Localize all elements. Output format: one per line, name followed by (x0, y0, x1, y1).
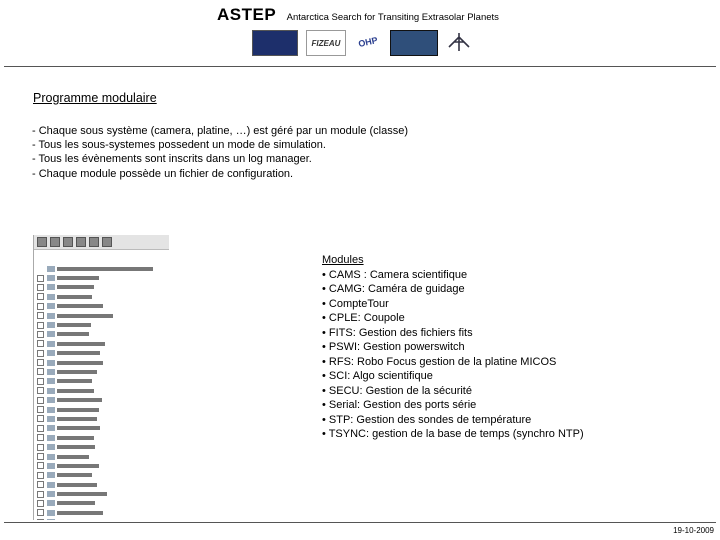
tree-row-label (57, 361, 103, 365)
folder-icon (47, 303, 55, 309)
folder-icon (47, 275, 55, 281)
folder-icon (47, 454, 55, 460)
folder-icon (47, 294, 55, 300)
tree-row[interactable] (37, 424, 169, 433)
tree-row[interactable] (37, 405, 169, 414)
module-item: • Serial: Gestion des ports série (322, 399, 477, 411)
tree-row-label (57, 473, 92, 477)
screenshot-toolbar (34, 235, 169, 250)
plane-logo-icon (446, 31, 472, 53)
folder-icon (47, 510, 55, 516)
bottom-divider (4, 522, 716, 523)
tree-row-label (57, 445, 95, 449)
module-item: • FITS: Gestion des fichiers fits (322, 326, 473, 339)
tree-row-label (57, 398, 102, 402)
toolbar-button-icon (50, 237, 60, 247)
tree-row[interactable] (37, 330, 169, 339)
folder-icon (47, 313, 55, 319)
folder-icon (47, 472, 55, 478)
expand-toggle-icon[interactable] (37, 500, 44, 507)
tree-row-label (57, 511, 103, 515)
folder-icon (47, 369, 55, 375)
module-item: • SCI: Algo scientifique (322, 370, 433, 382)
tree-row[interactable] (37, 499, 169, 508)
partner-logo-1 (252, 30, 298, 56)
folder-icon (47, 519, 55, 520)
module-item: • SECU: Gestion de la sécurité (322, 384, 472, 397)
project-tree-screenshot (33, 235, 169, 520)
folder-icon (47, 350, 55, 356)
tree-row-label (57, 351, 100, 355)
page-title (217, 5, 499, 25)
tree-row[interactable] (37, 377, 169, 386)
expand-toggle-icon[interactable] (37, 491, 44, 498)
expand-toggle-icon[interactable] (37, 359, 44, 366)
tree-row[interactable] (37, 442, 169, 451)
expand-toggle-icon[interactable] (37, 509, 44, 516)
tree-row-label (57, 285, 94, 289)
ohp-logo: OHP (352, 27, 384, 56)
tree-row[interactable] (37, 386, 169, 395)
tree-row[interactable] (37, 283, 169, 292)
tree-row[interactable] (37, 273, 169, 282)
brand-subtitle: Antarctica Search for Transiting Extrasolar Planets (286, 12, 499, 23)
expand-toggle-icon[interactable] (37, 406, 44, 413)
tree-row-label (57, 501, 95, 505)
expand-toggle-icon[interactable] (37, 434, 44, 441)
expand-toggle-icon[interactable] (37, 378, 44, 385)
folder-icon (47, 322, 55, 328)
expand-toggle-icon[interactable] (37, 284, 44, 291)
folder-icon (47, 463, 55, 469)
tree-row[interactable] (37, 292, 169, 301)
tree-row[interactable] (37, 452, 169, 461)
tree-row[interactable] (37, 414, 169, 423)
tree-row[interactable] (37, 395, 169, 404)
expand-toggle-icon[interactable] (37, 415, 44, 422)
partner-logo-5 (444, 30, 474, 54)
tree-row[interactable] (37, 508, 169, 517)
folder-icon (47, 266, 55, 272)
folder-icon (47, 435, 55, 441)
top-divider (4, 66, 716, 67)
tree-row-label (57, 492, 107, 496)
intro-bullet-list (32, 124, 408, 181)
tree-row[interactable] (37, 367, 169, 376)
folder-icon (47, 444, 55, 450)
tree-row-label (57, 323, 91, 327)
tree-row-label (57, 342, 105, 346)
file-tree (34, 250, 169, 520)
tree-row[interactable] (37, 518, 169, 520)
tree-row-label (57, 389, 94, 393)
expand-toggle-icon[interactable] (37, 462, 44, 469)
folder-icon (47, 388, 55, 394)
section-heading: Programme modulaire (33, 91, 157, 105)
tree-row-label (57, 295, 92, 299)
folder-icon (47, 500, 55, 506)
tree-row-label (57, 379, 92, 383)
tree-row-label (57, 332, 89, 336)
tree-row[interactable] (37, 320, 169, 329)
tree-row-label (57, 267, 153, 271)
fizeau-logo: FIZEAU (306, 30, 346, 56)
tree-row-label (57, 436, 94, 440)
expand-toggle-icon[interactable] (37, 312, 44, 319)
tree-row-label (57, 276, 99, 280)
tree-row-label (57, 426, 100, 430)
tree-row[interactable] (37, 339, 169, 348)
expand-toggle-icon[interactable] (37, 472, 44, 479)
tree-row-label (57, 483, 97, 487)
folder-icon (47, 397, 55, 403)
expand-toggle-icon[interactable] (37, 387, 44, 394)
tree-row[interactable] (37, 302, 169, 311)
tree-row-label (57, 455, 89, 459)
tree-row-label (57, 304, 103, 308)
toolbar-button-icon (102, 237, 112, 247)
module-item: • CAMS : Camera scientifique (322, 268, 468, 281)
expand-toggle-icon[interactable] (37, 293, 44, 300)
module-item: • PSWI: Gestion powerswitch (322, 341, 465, 353)
tree-row[interactable] (37, 311, 169, 320)
expand-toggle-icon[interactable] (37, 275, 44, 282)
tree-row[interactable] (37, 489, 169, 498)
bullet-item: - Tous les sous-systemes possedent un mode de simulation. (32, 139, 326, 152)
expand-toggle-icon[interactable] (37, 444, 44, 451)
expand-toggle-icon[interactable] (37, 303, 44, 310)
tree-row[interactable] (37, 433, 169, 442)
expand-toggle-icon[interactable] (37, 397, 44, 404)
expand-toggle-icon[interactable] (37, 340, 44, 347)
expand-toggle-icon[interactable] (37, 481, 44, 488)
module-item: • CAMG: Caméra de guidage (322, 283, 465, 295)
modules-heading: Modules (322, 254, 364, 266)
expand-toggle-icon[interactable] (37, 322, 44, 329)
bullet-item: - Tous les évènements sont inscrits dans un log manager. (32, 153, 312, 166)
folder-icon (47, 416, 55, 422)
modules-list (322, 253, 584, 442)
toolbar-button-icon (89, 237, 99, 247)
toolbar-button-icon (76, 237, 86, 247)
folder-icon (47, 378, 55, 384)
bullet-item: - Chaque sous système (camera, platine, …) est géré par un module (classe) (32, 125, 408, 137)
brand-title: ASTEP (217, 5, 277, 24)
expand-toggle-icon[interactable] (37, 331, 44, 338)
module-item: • CPLE: Coupole (322, 312, 405, 324)
tree-row-label (57, 370, 97, 374)
expand-toggle-icon[interactable] (37, 453, 44, 460)
tree-row[interactable] (37, 471, 169, 480)
tree-row[interactable] (37, 358, 169, 367)
footer-date: 19-10-2009 (673, 526, 714, 535)
module-item: • STP: Gestion des sondes de température (322, 413, 532, 426)
module-item: • CompteTour (322, 297, 389, 310)
module-item: • TSYNC: gestion de la base de temps (synchro NTP) (322, 428, 584, 440)
tree-row[interactable] (37, 349, 169, 358)
expand-toggle-icon[interactable] (37, 425, 44, 432)
toolbar-button-icon (37, 237, 47, 247)
folder-icon (47, 360, 55, 366)
tree-row[interactable] (37, 480, 169, 489)
bullet-item: - Chaque module possède un fichier de configuration. (32, 167, 294, 180)
folder-icon (47, 491, 55, 497)
toolbar-button-icon (63, 237, 73, 247)
tree-row-label (57, 464, 99, 468)
folder-icon (47, 331, 55, 337)
folder-icon (47, 407, 55, 413)
tree-row[interactable] (37, 461, 169, 470)
tree-row-label (57, 417, 97, 421)
expand-toggle-icon[interactable] (37, 368, 44, 375)
tree-row-label (57, 408, 99, 412)
folder-icon (47, 284, 55, 290)
folder-icon (47, 341, 55, 347)
folder-icon (47, 482, 55, 488)
expand-toggle-icon[interactable] (37, 350, 44, 357)
expand-toggle-icon[interactable] (37, 519, 44, 520)
partner-logo-4 (390, 30, 438, 56)
tree-row[interactable] (37, 264, 169, 273)
module-item: • RFS: Robo Focus gestion de la platine MICOS (322, 355, 557, 368)
folder-icon (47, 425, 55, 431)
tree-row-label (57, 314, 113, 318)
